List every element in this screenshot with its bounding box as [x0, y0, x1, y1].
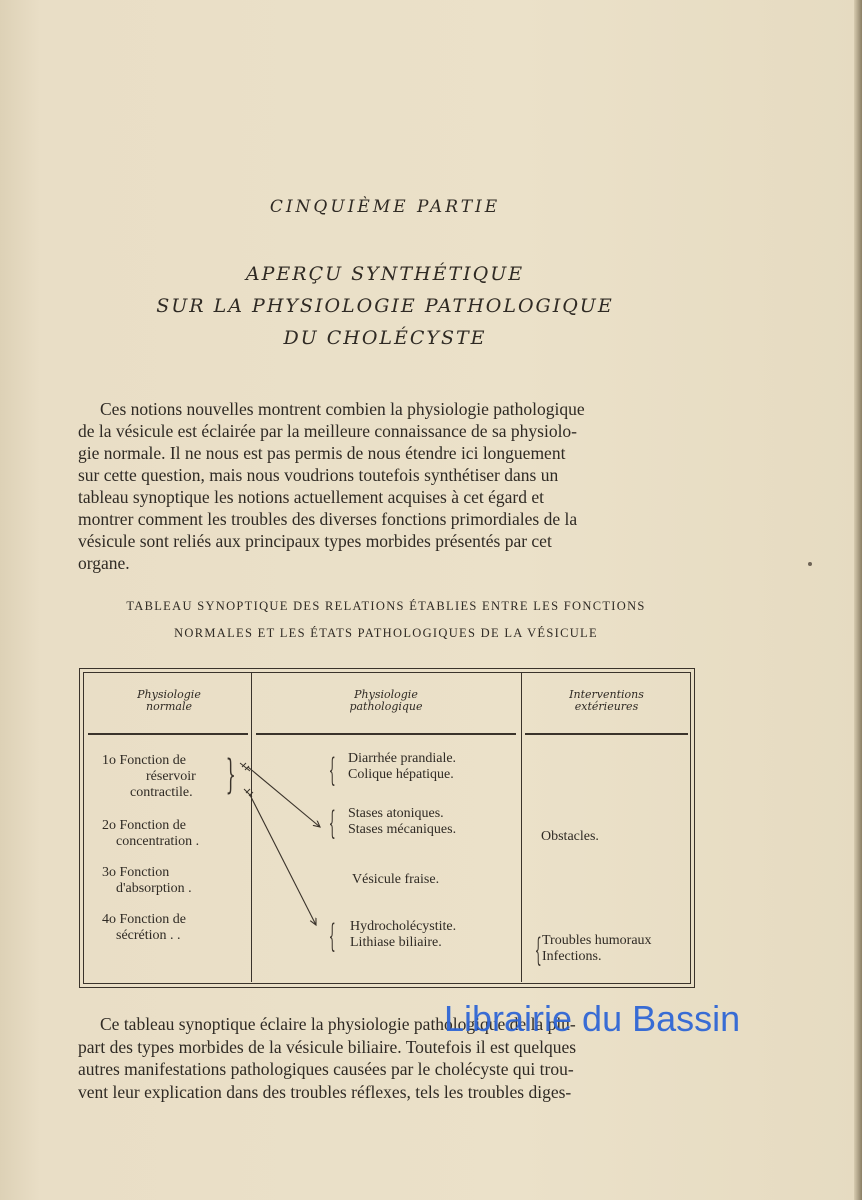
function-text: sécrétion . . [116, 928, 181, 943]
arrow-reservoir-to-hydrocholecystite [250, 795, 316, 925]
intro-line: de la vésicule est éclairée par la meilleure connaissance de sa physiolo- [78, 421, 578, 441]
header-text: pathologique [349, 700, 423, 713]
intro-line: montrer comment les troubles des diverses fonctions primordiales de la [78, 509, 578, 529]
intervention-text: Infections. [542, 949, 602, 964]
function-text: 2o Fonction de [102, 818, 186, 833]
closing-line: part des types morbides de la vésicule biliaire. Toutefois il est quelques [78, 1036, 577, 1057]
intro-line: vésicule sont reliés aux principaux types morbides présentés par cet [78, 531, 552, 551]
part-title: CINQUIÈME PARTIE [269, 197, 501, 217]
brace-icon: } [225, 752, 236, 798]
intro-line: gie normale. Il ne nous est pas permis de nous étendre ici longuement [78, 443, 566, 463]
function-text: contractile. [130, 785, 193, 800]
pathology-text: Diarrhée prandiale. [348, 751, 457, 766]
closing-line: autres manifestations pathologiques causées par le cholécyste qui trou- [78, 1059, 574, 1079]
pathology-text: Hydrocholécystite. [350, 919, 457, 934]
header-text: Physiologie [137, 688, 201, 701]
brace-icon: { [328, 917, 336, 955]
intro-line: sur cette question, mais nous voudrions toutefois synthétiser dans un [78, 465, 559, 485]
paper-speck [808, 562, 812, 566]
header-text: Interventions [569, 688, 644, 701]
pathology-text: Colique hépatique. [348, 767, 454, 782]
table-caption-line-2: NORMALES ET LES ÉTATS PATHOLOGIQUES DE LA VÉSICULE [174, 626, 598, 640]
intervention-obstacles: Obstacles. [541, 829, 599, 844]
main-title-line-3: DU CHOLÉCYSTE [283, 327, 487, 349]
intervention-text: Troubles humoraux [542, 933, 652, 948]
function-text: d'absorption . [116, 881, 192, 896]
brace-icon: { [328, 751, 336, 789]
main-title-line-2: SUR LA PHYSIOLOGIE PATHOLOGIQUE [156, 295, 614, 317]
pathology-3: Vésicule fraise. [352, 872, 440, 887]
closing-line: Ce tableau synoptique éclaire la physiologie pathologique de la plu- [100, 1014, 576, 1034]
book-spine-edge [854, 0, 862, 1200]
function-text: 4o Fonction de [102, 912, 186, 927]
pathology-text: Stases mécaniques. [348, 822, 457, 837]
header-text: Physiologie [354, 688, 418, 701]
intro-paragraph [78, 398, 694, 574]
function-text: 3o Fonction [102, 865, 170, 880]
function-text: 1o Fonction de [102, 753, 186, 768]
relation-arrows [80, 669, 694, 987]
function-text: réservoir [146, 769, 196, 784]
synoptic-table [79, 668, 695, 988]
intro-line: organe. [78, 553, 130, 573]
brace-icon: { [534, 931, 542, 969]
pathology-text: Stases atoniques. [348, 806, 444, 821]
brace-icon: { [328, 804, 336, 842]
pathology-text: Lithiase biliaire. [350, 935, 442, 950]
header-text: normale [146, 700, 192, 713]
watermark: Librairie du Bassin [444, 998, 741, 1039]
intro-line: Ces notions nouvelles montrent combien la physiologie pathologique [100, 399, 585, 419]
main-title-line-1: APERÇU SYNTHÉTIQUE [245, 263, 525, 285]
closing-line: vent leur explication dans des troubles réflexes, tels les troubles diges- [78, 1081, 572, 1102]
intro-line: tableau synoptique les notions actuellement acquises à cet égard et [78, 487, 545, 507]
arrow-reservoir-to-stases [248, 767, 320, 827]
header-text: extérieures [574, 700, 639, 713]
feather-mark-icon [240, 763, 250, 771]
table-caption-line-1: TABLEAU SYNOPTIQUE DES RELATIONS ÉTABLIES ENTRE LES FONCTIONS [126, 599, 646, 613]
function-text: concentration . [116, 834, 200, 849]
feather-mark-icon [244, 789, 253, 797]
